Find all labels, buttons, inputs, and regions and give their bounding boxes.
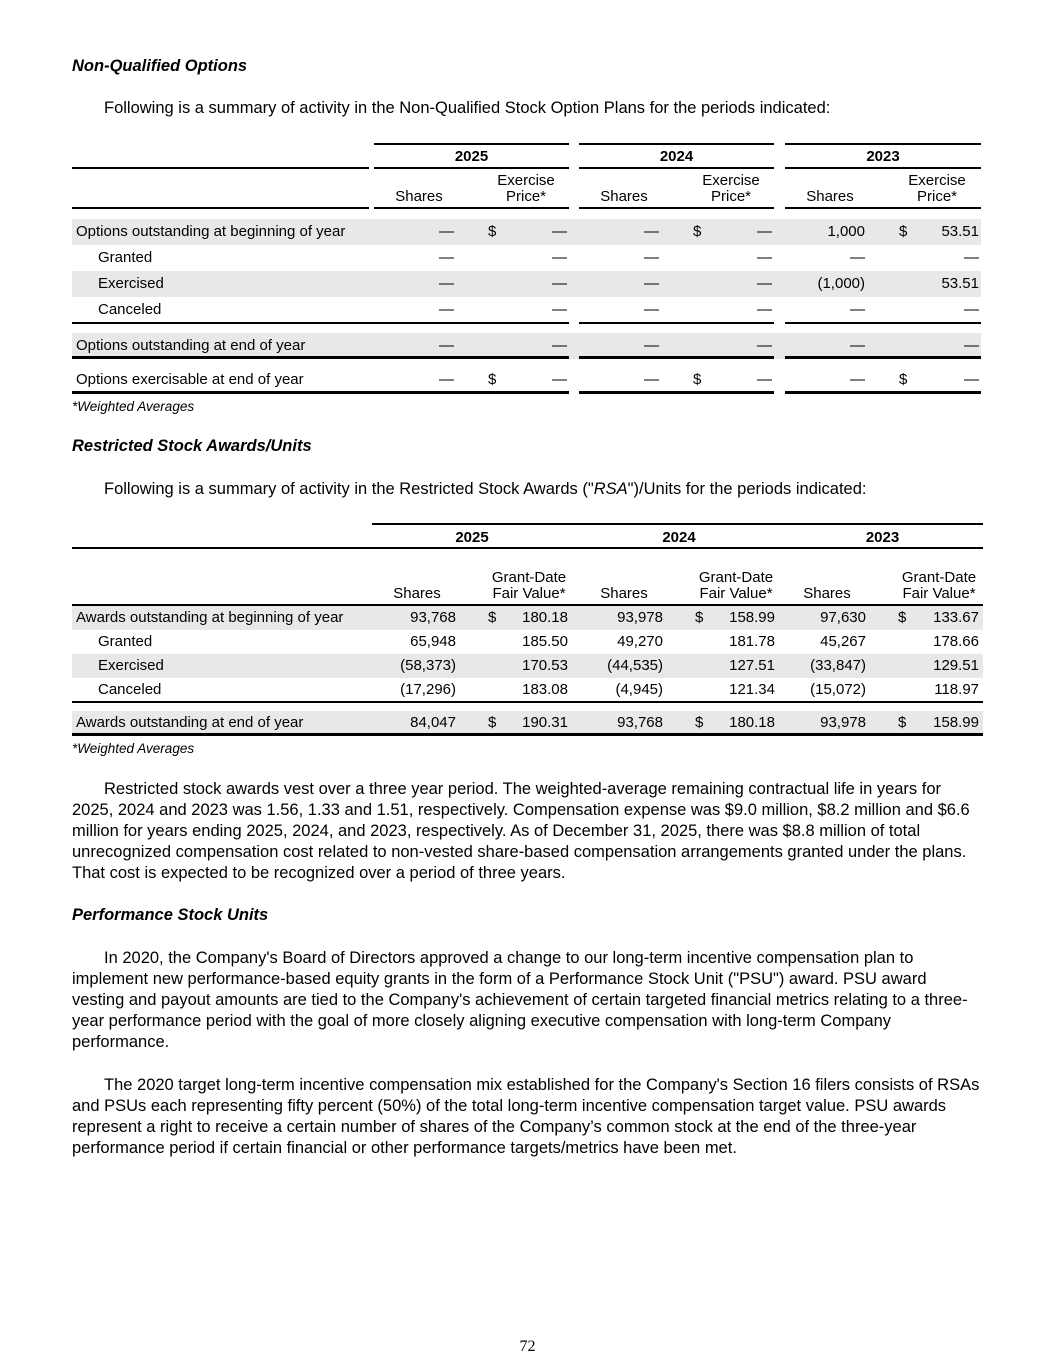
cell-fair-value: 129.51 [933,657,979,674]
cell-shares: (58,373) [400,657,456,674]
section-title-restricted-stock-awards: Restricted Stock Awards/Units [72,437,312,455]
cell-fair-value: 180.18 [729,714,775,731]
cell-shares: 93,978 [820,714,866,731]
cell-shares: — [439,337,454,354]
row-label: Exercised [98,657,164,674]
cell-currency-symbol: $ [693,371,702,388]
col-header-shares: Shares [395,188,443,205]
cell-shares: 93,768 [617,714,663,731]
cell-shares: — [439,275,454,292]
rule-line [579,356,774,359]
year-header-2025: 2025 [454,148,489,165]
row-label: Granted [98,249,153,266]
cell-shares: — [850,301,865,318]
cell-shares: 93,768 [410,609,456,626]
cell-shares: — [439,371,454,388]
row-label: Options exercisable at end of year [76,371,304,388]
rule-line [785,322,981,324]
col-header-exercise-price [897,173,977,205]
cell-shares: — [644,337,659,354]
cell-fair-value: 180.18 [522,609,568,626]
cell-price: — [552,301,567,318]
cell-price: — [757,337,772,354]
cell-price: — [552,275,567,292]
cell-currency-symbol: $ [899,371,908,388]
psu-paragraph-1: In 2020, the Company's Board of Directors approved a change to our long-term incentive compensation plan to implement new performance-based equity grants in the form of a Performance Stock Unit ("PSU") award. PSU award vesting and payout amounts are tied to the Company's achievement of certain targeted financial metrics relating to a three-year performance period with the goal of more closely aligning executive compensation with long-term Company performance. [72,949,968,1051]
row-label: Options outstanding at beginning of year [76,223,346,240]
row-label: Awards outstanding at end of year [76,714,304,731]
cell-fair-value: 158.99 [933,714,979,731]
rule-line [72,322,569,324]
rule-line [72,356,569,359]
cell-currency-symbol: $ [899,223,908,240]
col-header-fair-value-line2: Fair Value* [902,585,976,602]
col-header-grant-date-fair-value [691,570,781,602]
cell-shares: 84,047 [410,714,456,731]
cell-fair-value: 185.50 [522,633,568,650]
col-header-shares: Shares [393,585,441,602]
rule-line [374,167,569,169]
nq-footnote: *Weighted Averages [72,399,195,414]
rule-line [72,207,369,209]
rule-line [785,391,981,394]
cell-shares: 97,630 [820,609,866,626]
cell-shares: — [644,249,659,266]
col-header-shares: Shares [600,188,648,205]
cell-fair-value: 127.51 [729,657,775,674]
cell-currency-symbol: $ [488,223,497,240]
rule-line [72,701,983,703]
row-label: Options outstanding at end of year [76,337,306,354]
cell-shares: 93,978 [617,609,663,626]
cell-shares: 49,270 [617,633,663,650]
cell-shares: — [850,337,865,354]
rule-line [72,167,369,169]
cell-price: 53.51 [941,275,979,292]
cell-price: — [552,337,567,354]
psu-paragraph-2: The 2020 target long-term incentive compensation mix established for the Company's Section 16 filers consists of RSAs and PSUs each representing fifty percent (50%) of the total long-term incentive compensation target value. PSU awards represent a right to receive a certain number of shares of the Company’s common stock at the end of the three-year performance period if certain financial or other performance targets/metrics have been met. [72,1076,980,1157]
col-header-exercise-price [486,173,566,205]
cell-currency-symbol: $ [488,609,497,626]
cell-shares: — [850,249,865,266]
cell-fair-value: 118.97 [934,681,979,698]
year-header-2024: 2024 [659,148,694,165]
cell-price: — [964,337,979,354]
row-label: Exercised [98,275,164,292]
cell-currency-symbol: $ [898,609,907,626]
cell-price: — [757,223,772,240]
cell-price: — [757,275,772,292]
row-label: Granted [98,633,153,650]
cell-price: — [552,371,567,388]
cell-fair-value: 158.99 [729,609,775,626]
cell-fair-value: 183.08 [522,681,568,698]
rsa-paragraph: Restricted stock awards vest over a three year period. The weighted-average remaining contractual life in years for 2025, 2024 and 2023 was 1.56, 1.33 and 1.51, respectively. Compensation expense was $9.0 million, $8.2 million and $6.6 million for years ending 2025, 2024, and 2023, respectively. As of December 31, 2025, there was $8.8 million of total unrecognized compensation cost related to non-vested share-based compensation arrangements granted under the plans. That cost is expected to be recognized over a period of three years. [72,780,970,882]
rule-line [374,143,569,145]
cell-price: — [552,249,567,266]
rsa-intro-text [104,480,866,499]
col-header-shares: Shares [600,585,648,602]
col-header-shares: Shares [806,188,854,205]
cell-price: — [964,301,979,318]
cell-shares: — [644,371,659,388]
col-header-exercise-price-line2: Price* [505,188,546,205]
cell-currency-symbol: $ [898,714,907,731]
col-header-fair-value-line1: Grant-Date [491,569,567,586]
cell-currency-symbol: $ [695,609,704,626]
rsa-footnote: *Weighted Averages [72,741,195,756]
cell-shares: — [644,301,659,318]
cell-shares: — [439,301,454,318]
rule-line [372,523,983,525]
cell-price: — [552,223,567,240]
col-header-fair-value-line2: Fair Value* [492,585,566,602]
cell-price: 53.51 [941,223,979,240]
year-header-2024: 2024 [662,529,696,546]
year-header-2025: 2025 [455,529,489,546]
cell-price: — [964,249,979,266]
rsa-intro-post: ")/Units for the periods indicated: [627,480,867,498]
col-header-grant-date-fair-value [894,570,984,602]
row-label: Awards outstanding at beginning of year [76,609,344,626]
section-title-non-qualified-options: Non-Qualified Options [72,57,248,75]
rule-line [579,167,774,169]
rule-line [579,143,774,145]
rule-line [72,733,983,736]
cell-shares: 1,000 [827,223,865,240]
cell-price: — [757,371,772,388]
cell-currency-symbol: $ [488,371,497,388]
cell-fair-value: 170.53 [522,657,568,674]
cell-currency-symbol: $ [693,223,702,240]
rule-line [785,167,981,169]
cell-fair-value: 121.34 [729,681,775,698]
cell-shares: (17,296) [400,681,456,698]
col-header-fair-value-line1: Grant-Date [698,569,774,586]
rule-line [785,207,981,209]
cell-shares: (1,000) [817,275,865,292]
rule-line [374,207,569,209]
col-header-fair-value-line1: Grant-Date [901,569,977,586]
col-header-exercise-price-line2: Price* [710,188,751,205]
cell-shares: — [439,223,454,240]
rsa-intro-pre: Following is a summary of activity in the Restricted Stock Awards (" [104,480,594,498]
cell-fair-value: 133.67 [933,609,979,626]
row-label: Canceled [98,301,162,318]
rule-line [579,391,774,394]
row-label: Canceled [98,681,162,698]
cell-fair-value: 181.78 [729,633,775,650]
col-header-fair-value-line2: Fair Value* [699,585,773,602]
cell-shares: 45,267 [820,633,866,650]
rule-line [579,322,774,324]
cell-shares: (4,945) [615,681,663,698]
cell-currency-symbol: $ [488,714,497,731]
cell-shares: (33,847) [810,657,866,674]
year-header-2023: 2023 [866,148,900,165]
rule-line [72,391,569,394]
year-header-2023: 2023 [865,529,900,546]
cell-shares: (44,535) [607,657,663,674]
col-header-exercise-price-line2: Price* [916,188,957,205]
cell-shares: (15,072) [810,681,866,698]
cell-shares: — [850,371,865,388]
cell-shares: — [644,223,659,240]
col-header-exercise-price-line1: Exercise [908,172,966,189]
cell-price: — [964,371,979,388]
cell-price: — [757,301,772,318]
col-header-exercise-price-line1: Exercise [702,172,760,189]
cell-shares: 65,948 [410,633,456,650]
cell-price: — [757,249,772,266]
cell-shares: — [439,249,454,266]
page-number: 72 [519,1338,536,1355]
cell-fair-value: 178.66 [933,633,979,650]
rule-line [785,143,981,145]
col-header-exercise-price [691,173,771,205]
cell-shares: — [644,275,659,292]
nq-intro-text: Following is a summary of activity in the Non-Qualified Stock Option Plans for the periods indicated: [104,99,831,117]
rule-line [785,356,981,359]
rule-line [72,547,983,549]
section-title-performance-stock-units: Performance Stock Units [72,906,269,924]
rsa-intro-abbrev: RSA [593,480,628,498]
cell-fair-value: 190.31 [522,714,568,731]
rule-line [579,207,774,209]
col-header-grant-date-fair-value [484,570,574,602]
col-header-exercise-price-line1: Exercise [497,172,555,189]
cell-currency-symbol: $ [695,714,704,731]
col-header-shares: Shares [803,585,851,602]
